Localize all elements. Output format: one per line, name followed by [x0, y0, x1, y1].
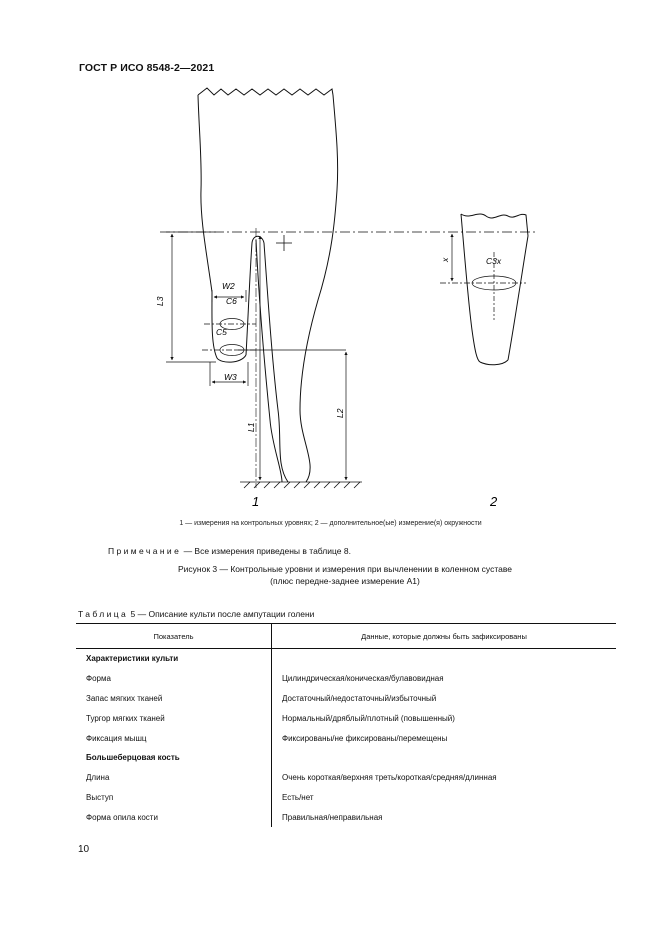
figure-legend: 1 — измерения на контрольных уровнях; 2 — дополнительное(ые) измерение(я) окружности	[179, 520, 482, 527]
table-cell-value: Нормальный/дряблый/плотный (повышенный)	[272, 708, 617, 728]
table-caption-text: 5 — Описание культи после ампутации голени	[128, 609, 315, 619]
x-label: x	[440, 257, 450, 262]
thigh-outline	[198, 88, 333, 95]
table-cell-indicator: Длина	[86, 773, 110, 783]
note-text: — Все измерения приведены в таблице 8.	[181, 546, 351, 556]
table-row	[76, 689, 616, 709]
table-cell-value	[272, 649, 617, 669]
table-cell-indicator: Характеристики культи	[86, 654, 179, 664]
table-cell-value: Цилиндрическая/коническая/булавовидная	[272, 669, 617, 689]
figure-caption-line2: (плюс передне-заднее измерение A1)	[270, 576, 420, 586]
table-caption	[78, 609, 314, 619]
l2-label: L2	[335, 408, 345, 418]
table-row	[76, 728, 616, 748]
table-cell-indicator: Запас мягких тканей	[86, 693, 163, 703]
w2-label: W2	[222, 281, 235, 291]
panel-2-label: 2	[490, 494, 498, 509]
table-cell-indicator: Большеберцовая кость	[86, 753, 180, 763]
figure-note	[108, 546, 351, 556]
table-cell-indicator: Форма	[86, 674, 111, 684]
stump-description-table	[76, 623, 616, 827]
w3-label: W3	[224, 372, 237, 382]
stump2-bottom	[480, 360, 508, 365]
table-cell-value: Правильная/неправильная	[272, 807, 617, 827]
table-cell-value: Достаточный/недостаточный/избыточный	[272, 689, 617, 709]
l1-label: L1	[246, 422, 256, 432]
table-cell-value: Фиксированы/не фиксированы/перемещены	[272, 728, 617, 748]
table-row	[76, 788, 616, 808]
table-cell-indicator: Фиксация мышц	[86, 733, 147, 743]
table-group-row	[76, 748, 616, 768]
shin-inner	[264, 243, 288, 482]
table-group-row	[76, 649, 616, 669]
shin-outer	[300, 95, 338, 482]
table-cell-value: Очень короткая/верхняя треть/короткая/средняя/длинная	[272, 768, 617, 788]
ground-hatch	[244, 482, 360, 488]
table-cell-indicator: Форма опила кости	[86, 812, 158, 822]
table-row	[76, 708, 616, 728]
table-cell-indicator: Тургор мягких тканей	[86, 713, 165, 723]
stump2-left	[461, 214, 480, 362]
table-row	[76, 669, 616, 689]
stump-right	[246, 236, 264, 355]
stump2-right	[508, 236, 528, 360]
table-cell-indicator: Выступ	[86, 792, 114, 802]
c6-label: C6	[226, 296, 237, 306]
table-header-data: Данные, которые должны быть зафиксированы	[272, 624, 617, 649]
table-header-indicator: Показатель	[76, 624, 272, 649]
note-label: Примечание	[108, 546, 182, 556]
stump2-top	[461, 214, 528, 236]
c5-label: C5	[216, 327, 227, 337]
table-cell-value	[272, 748, 617, 768]
figure-caption-line1: Рисунок 3 — Контрольные уровни и измерения при вычленении в коленном суставе	[177, 564, 513, 574]
table-caption-label: Таблица	[78, 609, 129, 619]
thigh-left-edge	[198, 95, 212, 292]
panel-1-label: 1	[252, 494, 260, 509]
table-row	[76, 768, 616, 788]
table-cell-value: Есть/нет	[272, 788, 617, 808]
l3-label: L3	[155, 296, 165, 306]
page-number: 10	[78, 844, 90, 855]
c3x-label: C3x	[486, 256, 502, 266]
document-header: ГОСТ Р ИСО 8548-2—2021	[79, 62, 215, 74]
table-row	[76, 807, 616, 827]
